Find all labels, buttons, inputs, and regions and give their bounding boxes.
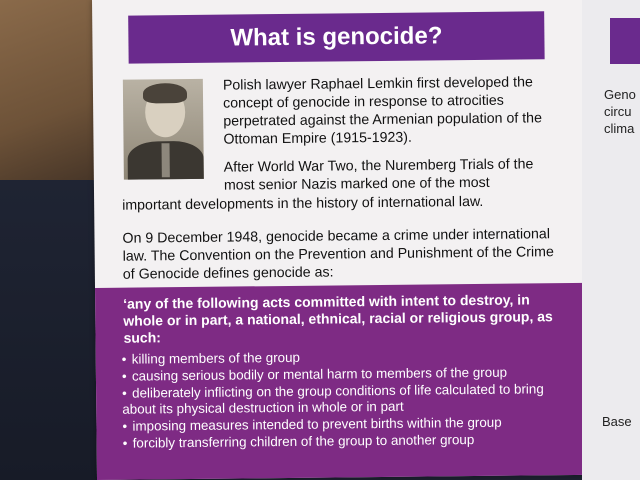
lemkin-portrait [123,79,204,180]
next-page-banner [610,18,640,64]
page-title: What is genocide? [230,22,443,52]
acts-list [122,347,573,453]
list-item: • killing members of the group [121,349,301,367]
list-item: • causing serious bodily or mental harm to members of the group [121,364,508,384]
list-item: • forcibly transferring children of the group to another group [122,432,475,451]
portrait-hair [143,83,187,103]
definition-intro: ‘any of the following acts committed with intent to destroy, in whole or in part, a national, ethnical, racial or religious group, as such: [123,291,553,346]
next-page-text: Geno circu clima [604,87,636,136]
title-banner [128,11,544,63]
list-item: • deliberately inflicting on the group conditions of life calculated to bring about its physical destruction in whole or in part [122,381,544,417]
paragraph-nuremberg: After World War Two, the Nuremberg Trials of the most senior Nazis marked one of the most [223,156,534,194]
paragraph-convention: On 9 December 1948, genocide became a crime under international law. The Convention on the Prevention and Punishment of the Crime of Genocide defines genocide as: [122,226,554,283]
paragraph-nuremberg-end: important developments in the history of international law. [122,193,484,214]
next-page-footer: Base [602,414,632,429]
leaflet-page [92,0,587,480]
next-page [582,0,640,480]
portrait-tie [162,143,170,177]
paragraph-lemkin: Polish lawyer Raphael Lemkin first developed the concept of genocide in response to atrocities perpetrated against the Armenian population of the Ottoman Empire (1915-1923). [222,74,543,148]
list-item: • imposing measures intended to prevent births within the group [122,414,502,434]
